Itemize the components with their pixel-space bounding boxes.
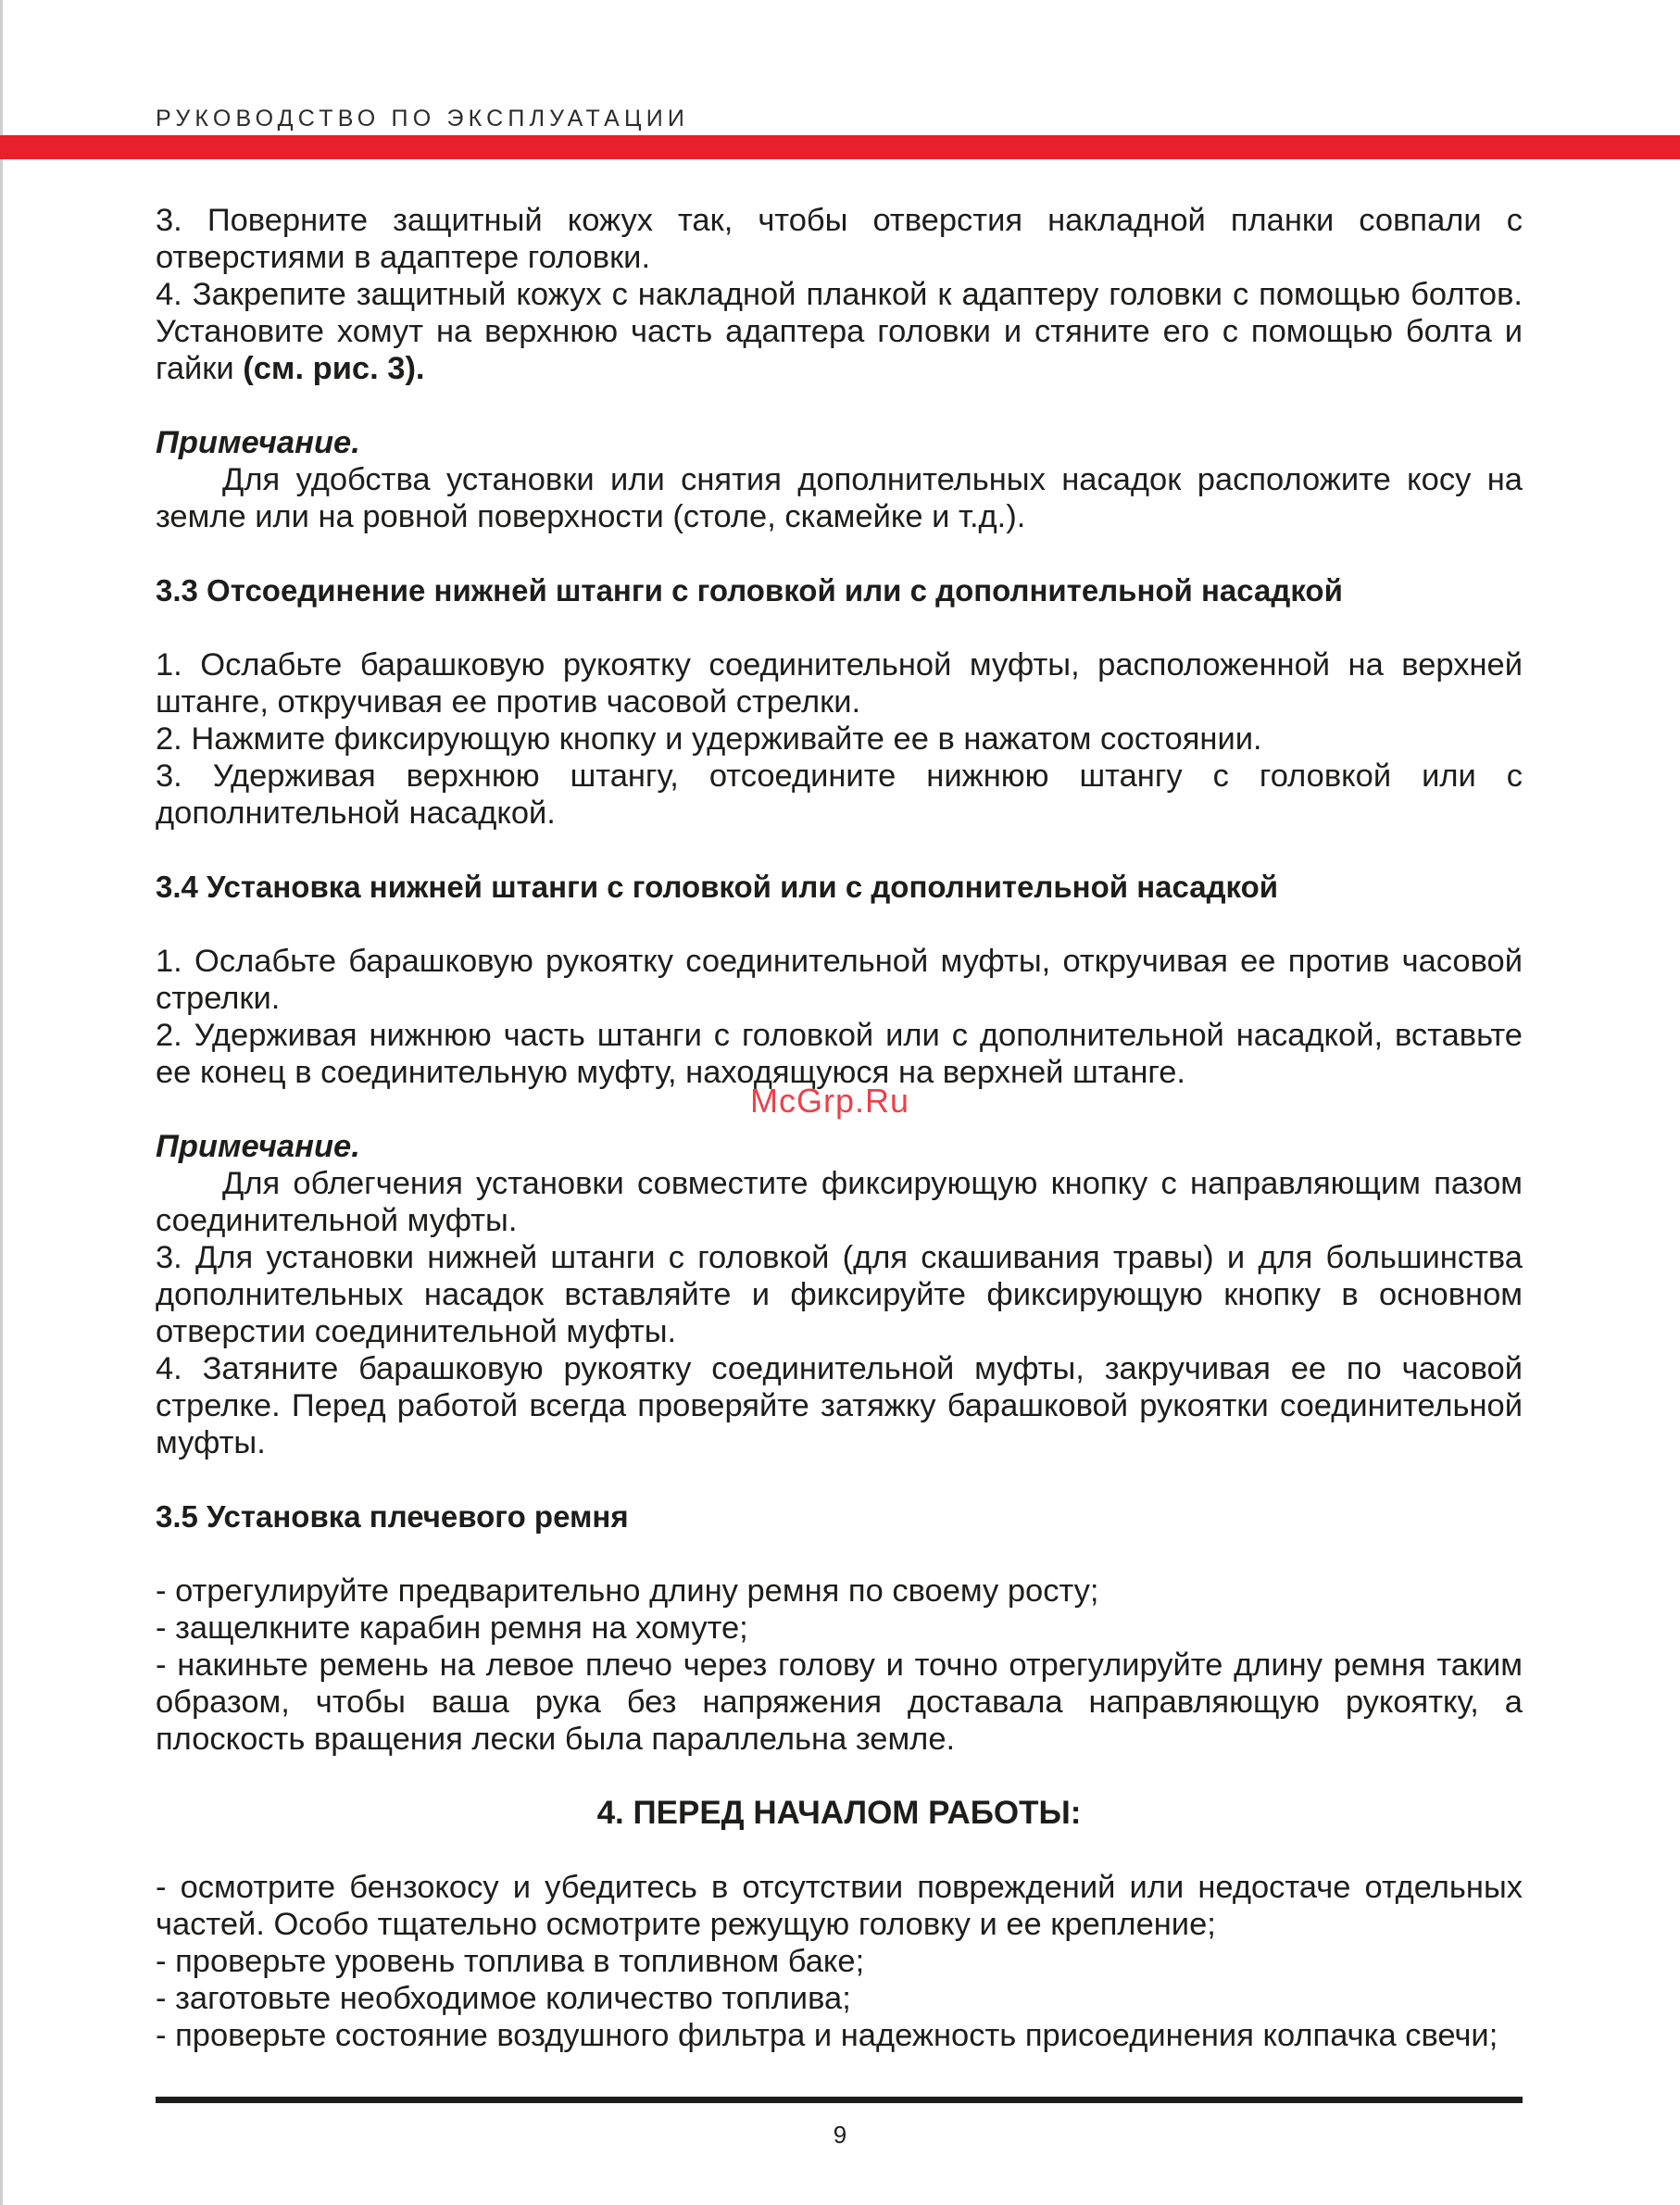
chapter-4-item-2: - проверьте уровень топлива в топливном баке;: [156, 1944, 865, 1979]
header-red-band: [0, 135, 1680, 159]
section-3-3-heading: 3.3 Отсоединение нижней штанги с головкой или с дополнительной насадкой: [156, 573, 1343, 608]
chapter-4-item-4: - проверьте состояние воздушного фильтра и надежность присоединения колпачка свечи;: [156, 2018, 1498, 2053]
step-4-text: 4. Закрепите защитный кожух с накладной планкой к адаптеру головки с помощью болтов. Установите хомут на верхнюю часть адаптера головки и стяните его с помощью болта и гайки: [156, 277, 1523, 386]
section-3-5-item-1: - отрегулируйте предварительно длину ремня по своему росту;: [156, 1573, 1099, 1609]
section-3-4-step-3: 3. Для установки нижней штанги с головкой (для скашивания травы) и для большинства дополнительных насадок вставляйте и фиксируйте фиксирующую кнопку в основном отверстии соединительной муфты.: [156, 1240, 1523, 1349]
footer-rule: [156, 2097, 1523, 2103]
note-1-heading: Примечание.: [156, 425, 360, 460]
note-2-heading: Примечание.: [156, 1129, 360, 1164]
running-header-title: РУКОВОДСТВО ПО ЭКСПЛУАТАЦИИ: [156, 106, 690, 132]
section-3-4-step-1: 1. Ослабьте барашковую рукоятку соединительной муфты, откручивая ее против часовой стрелки.: [156, 944, 1523, 1016]
note-2-text: Для облегчения установки совместите фиксирующую кнопку с направляющим пазом соединительной муфты.: [156, 1166, 1523, 1238]
chapter-4-heading: 4. ПЕРЕД НАЧАЛОМ РАБОТЫ:: [596, 1795, 1082, 1831]
section-3-5-heading: 3.5 Установка плечевого ремня: [156, 1499, 629, 1534]
page-edge-line: [0, 0, 3, 2205]
chapter-4-item-1: - осмотрите бензокосу и убедитесь в отсутствии повреждений или недостаче отдельных частей. Особо тщательно осмотрите режущую головку и ее крепление;: [156, 1870, 1523, 1942]
section-3-4-step-2: 2. Удерживая нижнюю часть штанги с головкой или с дополнительной насадкой, вставьте ее конец в соединительную муфту, находящуюся на верхней штанге.: [156, 1018, 1523, 1090]
section-3-5-item-2: - защелкните карабин ремня на хомуте;: [156, 1610, 748, 1646]
page-body: [156, 202, 1523, 2054]
figure-reference: (см. рис. 3).: [243, 351, 425, 386]
section-3-5-item-3: - накиньте ремень на левое плечо через голову и точно отрегулируйте длину ремня таким образом, чтобы ваша рука без напряжения доставала направляющую рукоятку, а плоскость вращения лески была параллельна земле.: [156, 1647, 1523, 1757]
section-3-3-step-1: 1. Ослабьте барашковую рукоятку соединительной муфты, расположенной на верхней штанге, откручивая ее против часовой стрелки.: [156, 647, 1523, 720]
step-3-rotate-guard: 3. Поверните защитный кожух так, чтобы отверстия накладной планки совпали с отверстиями в адаптере головки.: [156, 203, 1523, 275]
section-3-4-heading: 3.4 Установка нижней штанги с головкой или с дополнительной насадкой: [156, 870, 1279, 904]
page-number: 9: [833, 2121, 847, 2149]
section-3-3-step-2: 2. Нажмите фиксирующую кнопку и удерживайте ее в нажатом состоянии.: [156, 721, 1262, 757]
chapter-4-item-3: - заготовьте необходимое количество топлива;: [156, 1981, 851, 2016]
step-4-fix-guard: [156, 276, 1523, 387]
section-3-3-step-3: 3. Удерживая верхнюю штангу, отсоедините нижнюю штангу с головкой или с дополнительной насадкой.: [156, 758, 1523, 831]
site-watermark: McGrp.Ru: [750, 1082, 910, 1120]
section-3-4-step-4: 4. Затяните барашковую рукоятку соединительной муфты, закручивая ее по часовой стрелке. Перед работой всегда проверяйте затяжку барашковой рукоятки соединительной муфты.: [156, 1351, 1523, 1460]
note-1-text: Для удобства установки или снятия дополнительных насадок расположите косу на земле или на ровной поверхности (столе, скамейке и т.д.).: [156, 462, 1523, 534]
